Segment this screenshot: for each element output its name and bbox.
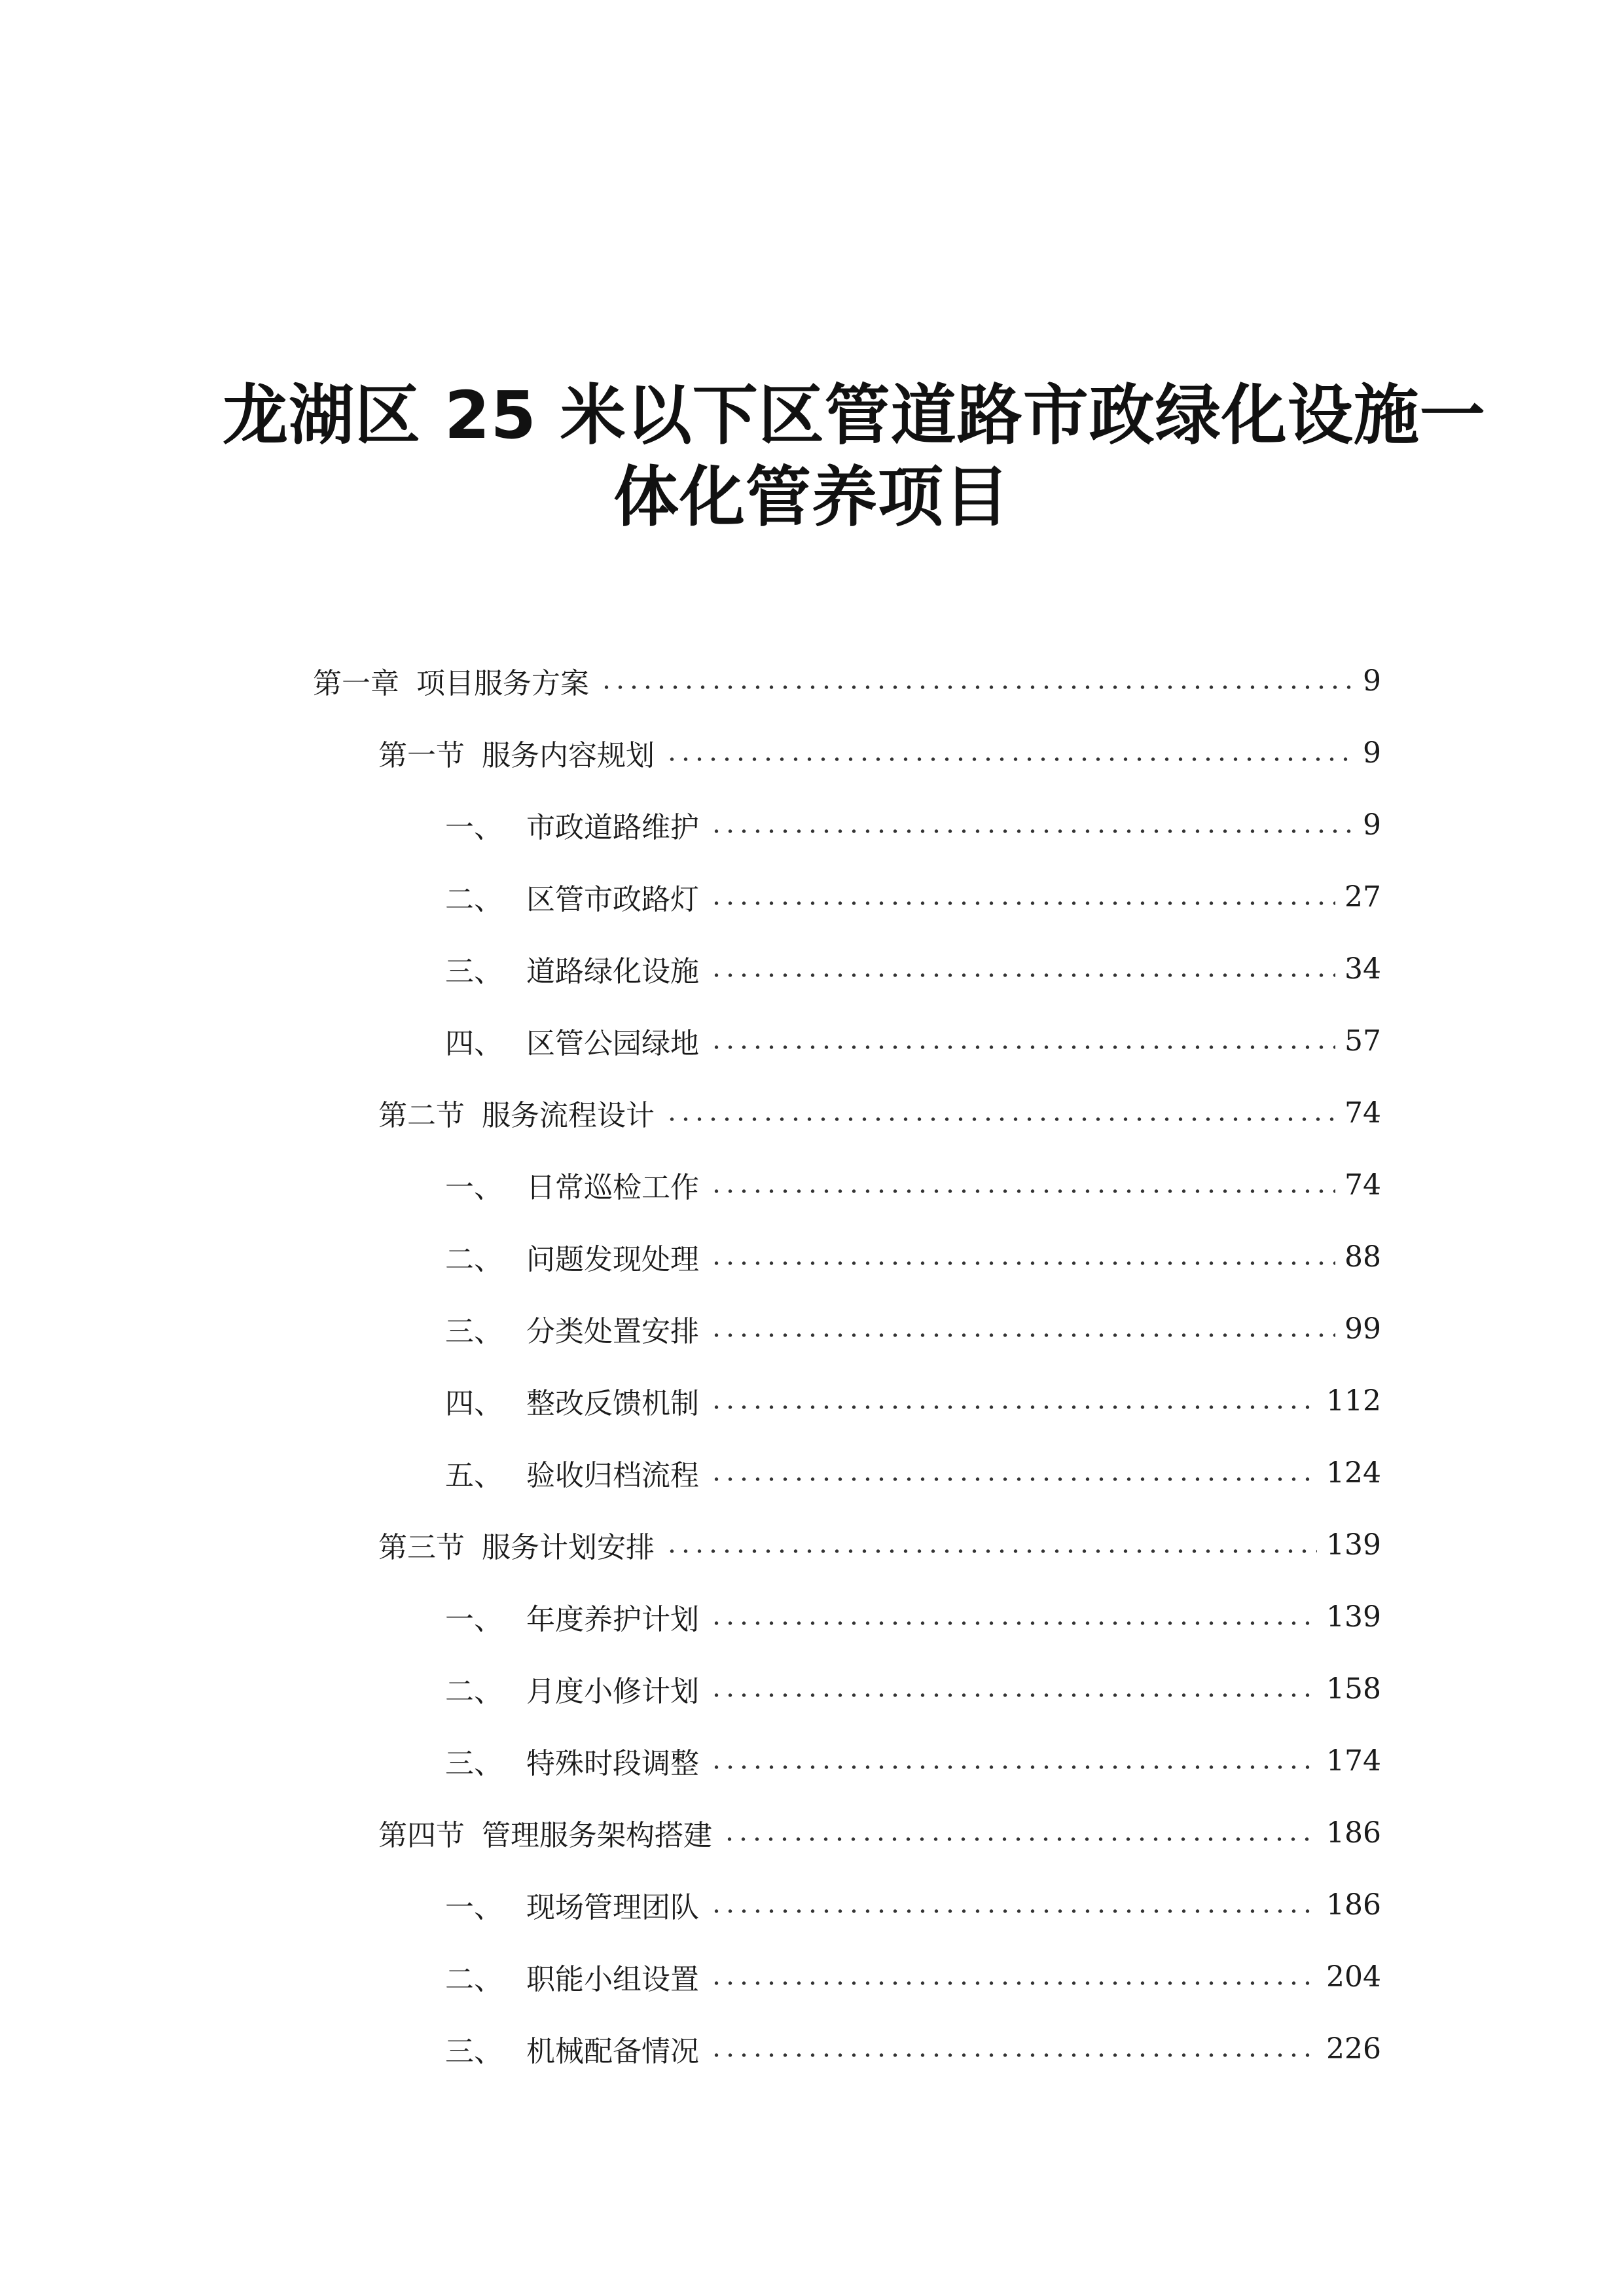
toc-page-number: 99 — [1344, 1312, 1381, 1346]
toc-page-number: 34 — [1344, 952, 1381, 986]
toc-entry-title: 问题发现处理 — [526, 1243, 699, 1276]
toc-entry[interactable] — [313, 1725, 1381, 1797]
toc-entry-title: 服务计划安排 — [482, 1531, 655, 1564]
toc-entry-number: 三、 — [445, 1747, 503, 1780]
toc-entry[interactable] — [313, 1149, 1381, 1221]
toc-page-number: 74 — [1344, 1168, 1381, 1202]
toc-page-number: 57 — [1344, 1024, 1381, 1058]
toc-entry-number: 五、 — [445, 1459, 503, 1492]
toc-entry-title: 月度小修计划 — [526, 1675, 699, 1708]
toc-entry[interactable] — [313, 1437, 1381, 1509]
toc-page-number: 186 — [1326, 1816, 1381, 1850]
toc-entry-title: 区管公园绿地 — [526, 1027, 699, 1060]
toc-dot-leader — [710, 1908, 1317, 1914]
toc-page-number: 9 — [1363, 664, 1381, 698]
toc-entry[interactable] — [313, 1797, 1381, 1869]
toc-entry-number: 一、 — [445, 1603, 503, 1636]
toc-entry-number: 三、 — [445, 2035, 503, 2068]
toc-entry[interactable] — [313, 1869, 1381, 1941]
toc-dot-leader — [710, 900, 1335, 906]
toc-entry-number: 二、 — [445, 1675, 503, 1708]
toc-page-number: 226 — [1326, 2032, 1381, 2066]
toc-entry[interactable] — [313, 1293, 1381, 1365]
toc-dot-leader — [710, 1692, 1317, 1698]
toc-dot-leader — [710, 828, 1352, 834]
toc-entry-title: 项目服务方案 — [416, 667, 589, 700]
toc-entry[interactable] — [313, 1941, 1381, 2013]
toc-dot-leader — [710, 1044, 1335, 1050]
toc-entry[interactable] — [313, 645, 1381, 717]
toc-entry-number: 一、 — [445, 1891, 503, 1924]
toc-entry-title: 职能小组设置 — [526, 1963, 699, 1996]
toc-dot-leader — [710, 1980, 1317, 1986]
toc-entry-title: 服务内容规划 — [482, 739, 655, 772]
toc-entry-number: 三、 — [445, 955, 503, 988]
toc-entry-number: 四、 — [445, 1027, 503, 1060]
title-line-1: 龙湖区 25 米以下区管道路市政绿化设施一 — [223, 377, 1486, 454]
toc-entry[interactable] — [313, 1653, 1381, 1725]
toc-entry-title: 日常巡检工作 — [526, 1171, 699, 1204]
toc-dot-leader — [665, 756, 1352, 762]
toc-entry-number: 三、 — [445, 1315, 503, 1348]
toc-dot-leader — [710, 1476, 1317, 1482]
toc-entry[interactable] — [313, 861, 1381, 933]
toc-entry-title: 市政道路维护 — [526, 811, 699, 844]
document-title — [223, 374, 1486, 538]
toc-page-number: 124 — [1326, 1456, 1381, 1490]
toc-entry-number: 第四节 — [378, 1819, 465, 1852]
toc-page-number: 9 — [1363, 736, 1381, 770]
toc-entry-number: 第一节 — [378, 739, 465, 772]
toc-page-number: 9 — [1363, 808, 1381, 842]
toc-page-number: 139 — [1326, 1600, 1381, 1634]
toc-entry-number: 一、 — [445, 1171, 503, 1204]
toc-entry-title: 机械配备情况 — [526, 2035, 699, 2068]
toc-entry-number: 第二节 — [378, 1099, 465, 1132]
toc-entry-number: 四、 — [445, 1387, 503, 1420]
toc-page-number: 186 — [1326, 1888, 1381, 1922]
toc-dot-leader — [665, 1116, 1335, 1122]
toc-entry-title: 年度养护计划 — [526, 1603, 699, 1636]
toc-dot-leader — [710, 1764, 1317, 1770]
toc-entry[interactable] — [313, 1077, 1381, 1149]
toc-entry-number: 二、 — [445, 883, 503, 916]
toc-page-number: 204 — [1326, 1960, 1381, 1994]
toc-dot-leader — [600, 684, 1352, 691]
toc-entry-number: 第一章 — [313, 667, 399, 700]
toc-dot-leader — [710, 1188, 1335, 1194]
toc-dot-leader — [710, 972, 1335, 978]
toc-entry[interactable] — [313, 1365, 1381, 1437]
toc-dot-leader — [710, 1404, 1317, 1410]
toc-entry-title: 特殊时段调整 — [526, 1747, 699, 1780]
toc-entry-number: 一、 — [445, 811, 503, 844]
toc-page-number: 88 — [1344, 1240, 1381, 1274]
toc-entry[interactable] — [313, 1509, 1381, 1581]
toc-entry[interactable] — [313, 1221, 1381, 1293]
toc-entry-title: 道路绿化设施 — [526, 955, 699, 988]
toc-entry-title: 区管市政路灯 — [526, 883, 699, 916]
toc-dot-leader — [710, 1332, 1335, 1338]
toc-entry-title: 管理服务架构搭建 — [482, 1819, 712, 1852]
title-line-2: 体化管养项目 — [613, 459, 1010, 535]
toc-entry-number: 第三节 — [378, 1531, 465, 1564]
toc-entry[interactable] — [313, 717, 1381, 789]
table-of-contents — [313, 645, 1381, 2085]
toc-dot-leader — [710, 2052, 1317, 2058]
toc-page-number: 158 — [1326, 1672, 1381, 1706]
toc-entry[interactable] — [313, 789, 1381, 861]
toc-entry-title: 整改反馈机制 — [526, 1387, 699, 1420]
toc-page-number: 139 — [1326, 1528, 1381, 1562]
toc-entry-title: 分类处置安排 — [526, 1315, 699, 1348]
toc-dot-leader — [710, 1620, 1317, 1626]
toc-page-number: 174 — [1326, 1744, 1381, 1778]
toc-entry-number: 二、 — [445, 1243, 503, 1276]
toc-entry-title: 服务流程设计 — [482, 1099, 655, 1132]
toc-entry[interactable] — [313, 2013, 1381, 2085]
toc-entry-number: 二、 — [445, 1963, 503, 1996]
toc-entry-title: 现场管理团队 — [526, 1891, 699, 1924]
toc-entry[interactable] — [313, 1005, 1381, 1077]
toc-page-number: 27 — [1344, 880, 1381, 914]
toc-dot-leader — [723, 1836, 1317, 1842]
toc-dot-leader — [710, 1260, 1335, 1266]
toc-dot-leader — [665, 1548, 1317, 1554]
toc-entry[interactable] — [313, 933, 1381, 1005]
toc-page-number: 112 — [1326, 1384, 1381, 1418]
toc-entry[interactable] — [313, 1581, 1381, 1653]
toc-page-number: 74 — [1344, 1096, 1381, 1130]
toc-entry-title: 验收归档流程 — [526, 1459, 699, 1492]
